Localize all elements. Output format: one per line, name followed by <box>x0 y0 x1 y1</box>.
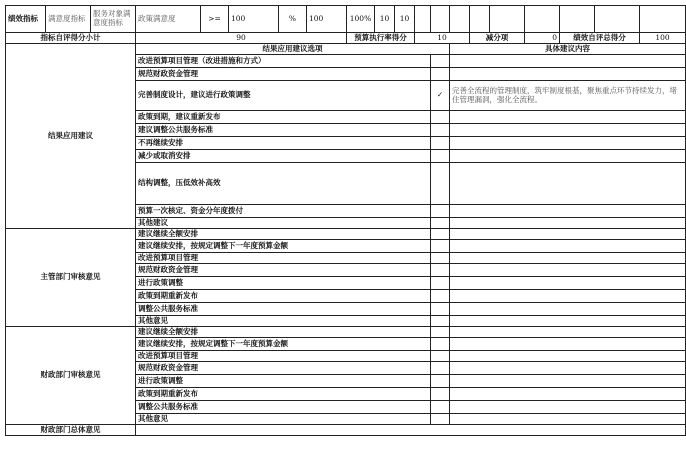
dept-option: 其他意见 <box>136 316 431 327</box>
check-cell <box>431 55 450 68</box>
check-cell <box>431 111 450 124</box>
advice-cell <box>450 111 686 124</box>
dept-section-label: 主管部门审核意见 <box>6 229 136 327</box>
content-title: 具体建议内容 <box>450 44 686 55</box>
overall-content <box>136 425 686 436</box>
result-section-label: 结果应用建议 <box>6 44 136 229</box>
kpi-operator: >= <box>201 6 229 33</box>
result-option: 不再继续安排 <box>136 137 431 150</box>
check-cell <box>431 290 450 303</box>
finance-option: 规范财政资金管理 <box>136 362 431 375</box>
result-option: 政策到期，建议重新发布 <box>136 111 431 124</box>
check-cell <box>431 229 450 240</box>
check-cell <box>431 253 450 264</box>
dept-option: 规范财政资金管理 <box>136 264 431 277</box>
advice-cell <box>450 388 686 401</box>
advice-cell <box>450 163 686 205</box>
dept-option: 建议继续安排，按规定调整下一年度预算金额 <box>136 240 431 253</box>
check-cell <box>431 137 450 150</box>
finance-option: 调整公共服务标准 <box>136 401 431 414</box>
advice-cell <box>450 303 686 316</box>
check-cell <box>431 163 450 205</box>
check-cell <box>431 338 450 351</box>
self-score-value: 90 <box>136 33 347 44</box>
advice-cell <box>450 229 686 240</box>
check-cell <box>431 264 450 277</box>
summary-row <box>6 33 686 44</box>
check-mark: ✓ <box>431 81 450 111</box>
advice-cell <box>450 362 686 375</box>
self-score-label: 指标自评得分小计 <box>6 33 136 44</box>
result-option: 其他建议 <box>136 218 431 229</box>
check-cell <box>431 327 450 338</box>
deduct-value: 0 <box>525 33 560 44</box>
finance-option: 建议继续安排，按规定调整下一年度预算金额 <box>136 338 431 351</box>
check-cell <box>431 351 450 362</box>
evaluation-table <box>5 5 686 436</box>
result-option: 完善制度设计，建议进行政策调整 <box>136 81 431 111</box>
result-option: 改进预算项目管理（改进措施和方式） <box>136 55 431 68</box>
finance-option: 政策到期重新发布 <box>136 388 431 401</box>
advice-cell <box>450 68 686 81</box>
check-cell <box>431 316 450 327</box>
empty-cell <box>640 6 686 33</box>
dept-option: 调整公共服务标准 <box>136 303 431 316</box>
advice-cell <box>450 316 686 327</box>
check-cell <box>431 362 450 375</box>
advice-cell <box>450 137 686 150</box>
result-option: 规范财政资金管理 <box>136 68 431 81</box>
advice-cell <box>450 290 686 303</box>
advice-cell <box>450 205 686 218</box>
kpi-row <box>6 6 686 33</box>
advice-cell <box>450 55 686 68</box>
check-cell <box>431 277 450 290</box>
advice-cell <box>450 401 686 414</box>
budget-score-value: 10 <box>415 33 470 44</box>
advice-cell <box>450 124 686 137</box>
advice-cell <box>450 218 686 229</box>
overall-row <box>6 425 686 436</box>
overall-label: 财政部门总体意见 <box>6 425 136 436</box>
kpi-score: 10 <box>395 6 415 33</box>
total-score-label: 绩效自评总得分 <box>560 33 640 44</box>
dept-option: 改进预算项目管理 <box>136 253 431 264</box>
empty-cell <box>560 6 595 33</box>
options-title: 结果应用建议选项 <box>136 44 450 55</box>
check-cell <box>431 303 450 316</box>
check-cell <box>431 218 450 229</box>
kpi-unit: % <box>279 6 307 33</box>
result-option: 减少或取消安排 <box>136 150 431 163</box>
check-cell <box>431 414 450 425</box>
empty-cell <box>470 6 490 33</box>
empty-cell <box>415 6 431 33</box>
dept-option: 进行政策调整 <box>136 277 431 290</box>
result-option: 建议调整公共服务标准 <box>136 124 431 137</box>
empty-cell <box>450 6 470 33</box>
kpi-completion: 100% <box>347 6 375 33</box>
result-option: 结构调整，压低效补高效 <box>136 163 431 205</box>
advice-text: 完善全流程的管理制度，筑牢制度根基，聚焦重点环节持续发力，堵住管理漏洞，强化全流程。 <box>450 81 686 111</box>
advice-cell <box>450 327 686 338</box>
deduct-label: 减分项 <box>470 33 525 44</box>
finance-option: 建议继续全额安排 <box>136 327 431 338</box>
total-score-value: 100 <box>640 33 686 44</box>
kpi-actual: 100 <box>307 6 347 33</box>
finance-option: 进行政策调整 <box>136 375 431 388</box>
advice-cell <box>450 351 686 362</box>
advice-cell <box>450 338 686 351</box>
advice-cell <box>450 150 686 163</box>
advice-cell <box>450 240 686 253</box>
check-cell <box>431 150 450 163</box>
dept-option: 政策到期重新发布 <box>136 290 431 303</box>
dept-row <box>6 229 686 240</box>
check-cell <box>431 375 450 388</box>
empty-cell <box>525 6 560 33</box>
kpi-indicator: 服务对象满意度指标 <box>91 6 136 33</box>
kpi-target: 100 <box>229 6 279 33</box>
check-cell <box>431 401 450 414</box>
kpi-subcategory: 满意度指标 <box>46 6 91 33</box>
kpi-item: 政策满意度 <box>136 6 201 33</box>
options-header-row <box>6 44 686 55</box>
finance-section-label: 财政部门审核意见 <box>6 327 136 425</box>
advice-cell <box>450 277 686 290</box>
check-cell <box>431 205 450 218</box>
advice-cell <box>450 414 686 425</box>
kpi-weight: 10 <box>375 6 395 33</box>
check-cell <box>431 68 450 81</box>
budget-score-label: 预算执行率得分 <box>347 33 415 44</box>
finance-option: 改进预算项目管理 <box>136 351 431 362</box>
check-cell <box>431 240 450 253</box>
result-option: 预算一次核定、资金分年度拨付 <box>136 205 431 218</box>
empty-cell <box>595 6 640 33</box>
kpi-category: 绩效指标 <box>6 6 46 33</box>
advice-cell <box>450 375 686 388</box>
check-cell <box>431 124 450 137</box>
finance-option: 其他意见 <box>136 414 431 425</box>
empty-cell <box>431 6 450 33</box>
dept-option: 建议继续全额安排 <box>136 229 431 240</box>
finance-row <box>6 327 686 338</box>
advice-cell <box>450 253 686 264</box>
check-cell <box>431 388 450 401</box>
empty-cell <box>490 6 525 33</box>
advice-cell <box>450 264 686 277</box>
